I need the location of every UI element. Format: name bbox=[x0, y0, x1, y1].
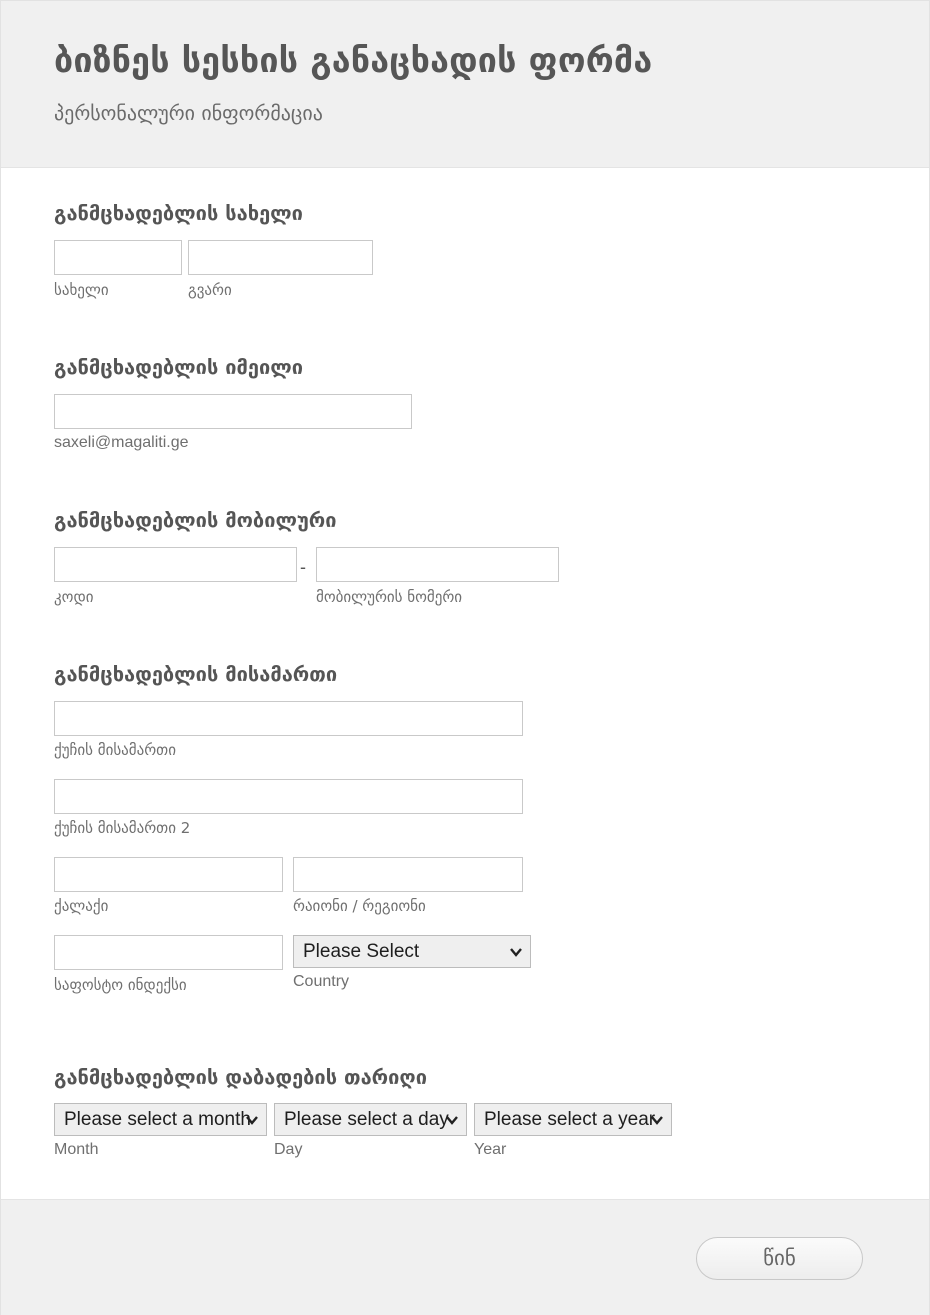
birth-month-value: Please select a month bbox=[64, 1109, 251, 1130]
form-footer bbox=[1, 1199, 929, 1315]
postal-code-sublabel: საფოსტო ინდექსი bbox=[54, 976, 187, 994]
page-subtitle: პერსონალური ინფორმაცია bbox=[54, 101, 323, 125]
region-sublabel: რაიონი / რეგიონი bbox=[293, 897, 426, 915]
form-header bbox=[1, 1, 929, 168]
mobile-number-sublabel: მობილურის ნომერი bbox=[316, 588, 463, 606]
mobile-code-sublabel: კოდი bbox=[54, 588, 94, 606]
birth-date-label: განმცხადებლის დაბადების თარიღი bbox=[54, 1065, 427, 1089]
email-input[interactable] bbox=[54, 394, 412, 429]
chevron-down-icon bbox=[650, 1113, 664, 1127]
birth-year-sublabel: Year bbox=[474, 1141, 507, 1158]
name-label: განმცხადებლის სახელი bbox=[54, 201, 303, 225]
address-label: განმცხადებლის მისამართი bbox=[54, 662, 338, 686]
street-address-2-input[interactable] bbox=[54, 779, 523, 814]
page-title: ბიზნეს სესხის განაცხადის ფორმა bbox=[54, 41, 653, 81]
first-name-input[interactable] bbox=[54, 240, 182, 275]
street-address-2-sublabel: ქუჩის მისამართი 2 bbox=[54, 819, 191, 837]
country-select[interactable] bbox=[293, 935, 531, 968]
city-input[interactable] bbox=[54, 857, 283, 892]
postal-code-input[interactable] bbox=[54, 935, 283, 970]
email-label: განმცხადებლის იმეილი bbox=[54, 355, 304, 379]
street-address-sublabel: ქუჩის მისამართი bbox=[54, 741, 176, 759]
birth-year-value: Please select a year bbox=[484, 1109, 656, 1130]
first-name-sublabel: სახელი bbox=[54, 281, 109, 299]
birth-day-value: Please select a day bbox=[284, 1109, 449, 1130]
city-sublabel: ქალაქი bbox=[54, 897, 109, 915]
mobile-code-input[interactable] bbox=[54, 547, 297, 582]
birth-year-select[interactable] bbox=[474, 1103, 672, 1136]
country-select-value: Please Select bbox=[303, 941, 420, 962]
mobile-dash: - bbox=[300, 557, 306, 577]
previous-button[interactable]: წინ bbox=[696, 1237, 863, 1280]
email-sublabel: saxeli@magaliti.ge bbox=[54, 434, 189, 451]
last-name-sublabel: გვარი bbox=[188, 281, 232, 299]
region-input[interactable] bbox=[293, 857, 523, 892]
mobile-number-input[interactable] bbox=[316, 547, 559, 582]
birth-month-sublabel: Month bbox=[54, 1141, 99, 1158]
street-address-input[interactable] bbox=[54, 701, 523, 736]
chevron-down-icon bbox=[509, 945, 523, 959]
birth-month-select[interactable] bbox=[54, 1103, 267, 1136]
last-name-input[interactable] bbox=[188, 240, 373, 275]
country-sublabel: Country bbox=[293, 973, 350, 990]
chevron-down-icon bbox=[445, 1113, 459, 1127]
birth-day-select[interactable] bbox=[274, 1103, 467, 1136]
mobile-label: განმცხადებლის მობილური bbox=[54, 508, 337, 532]
birth-day-sublabel: Day bbox=[274, 1141, 303, 1158]
chevron-down-icon bbox=[245, 1113, 259, 1127]
